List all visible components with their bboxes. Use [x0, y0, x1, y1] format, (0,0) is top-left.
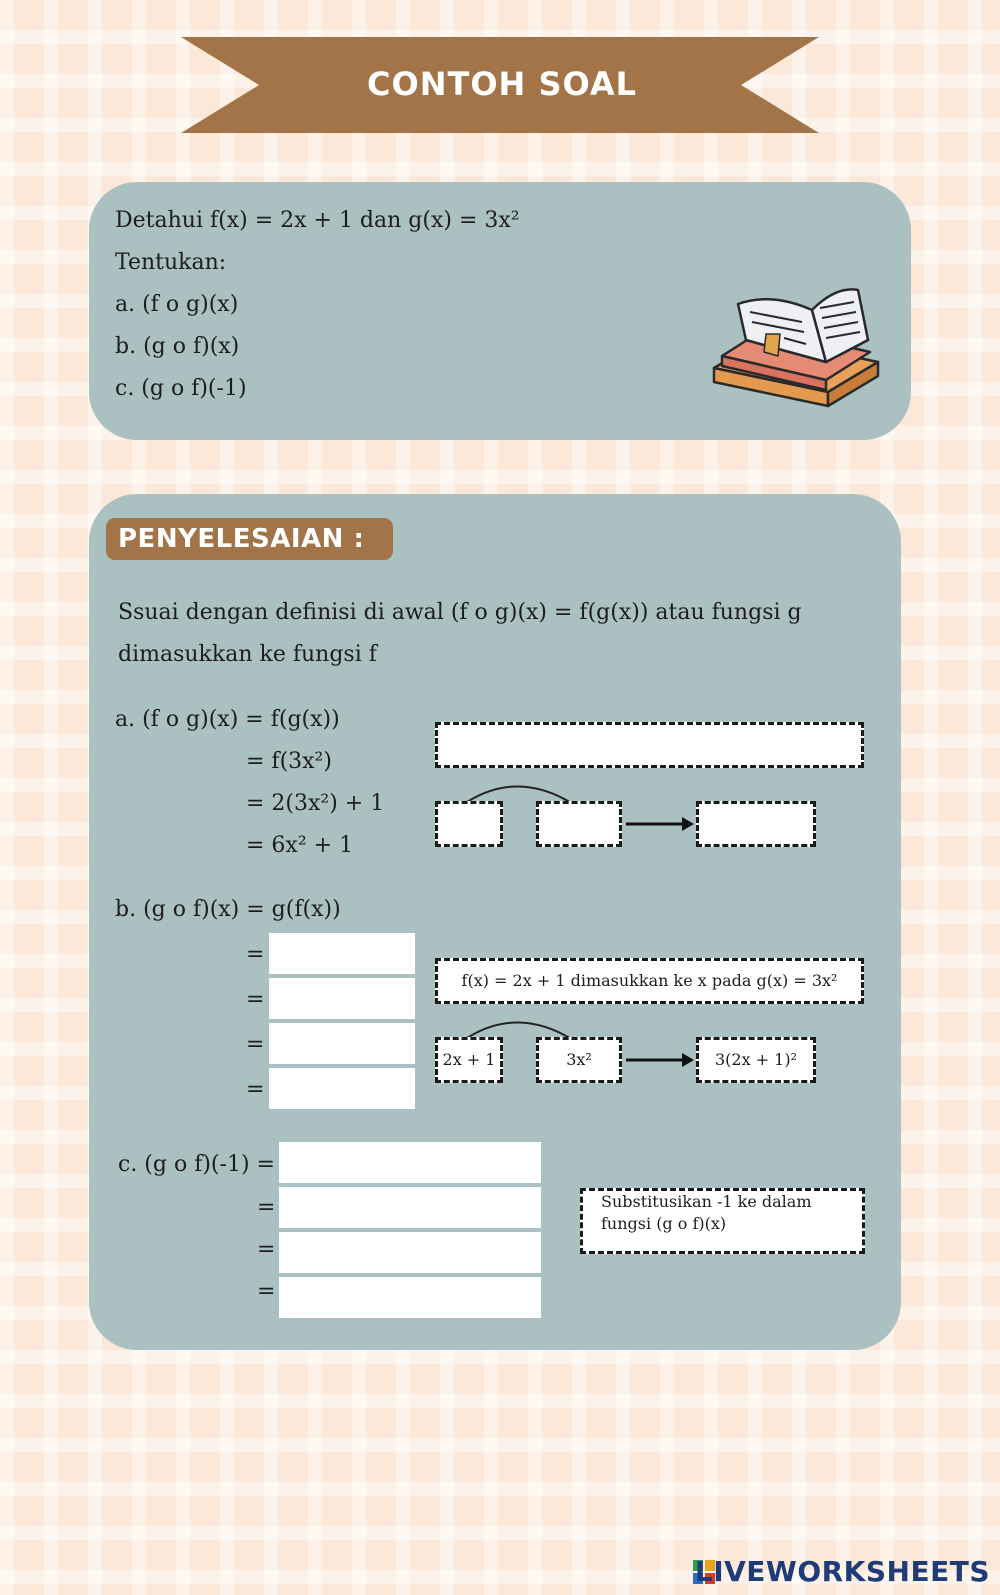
equals-sign: = — [257, 1279, 276, 1304]
arrow-right-icon — [624, 1050, 696, 1070]
equals-sign: = — [257, 1237, 276, 1262]
answer-blank-c4[interactable] — [279, 1277, 541, 1318]
title-banner — [181, 37, 819, 133]
answer-blank-b3[interactable] — [269, 1023, 415, 1064]
part-a-box-left — [435, 801, 503, 847]
part-b-heading: b. (g o f)(x) = g(f(x)) — [115, 897, 341, 922]
page-title: CONTOH SOAL — [367, 65, 637, 103]
problem-item-a: a. (f o g)(x) — [115, 292, 239, 317]
equals-sign: = — [246, 942, 265, 967]
part-b-box-left: 2x + 1 — [435, 1037, 503, 1083]
problem-instruction: Tentukan: — [115, 250, 227, 275]
answer-blank-c2[interactable] — [279, 1187, 541, 1228]
arrow-right-icon — [624, 814, 696, 834]
part-a-step3: = 2(3x²) + 1 — [246, 791, 385, 816]
part-c-hint-box — [580, 1188, 865, 1254]
problem-given: Detahui f(x) = 2x + 1 dan g(x) = 3x² — [115, 208, 520, 233]
equals-sign: = — [246, 1077, 265, 1102]
part-b-box-right: 3(2x + 1)² — [696, 1037, 816, 1083]
part-b-hint-box: f(x) = 2x + 1 dimasukkan ke x pada g(x) = 3x² — [435, 958, 864, 1004]
brand-footer[interactable]: LIVEWORKSHEETS — [694, 1555, 990, 1588]
part-a-step4: = 6x² + 1 — [246, 833, 354, 858]
problem-item-c: c. (g o f)(-1) — [115, 376, 247, 401]
answer-blank-c3[interactable] — [279, 1232, 541, 1273]
answer-blank-b4[interactable] — [269, 1068, 415, 1109]
part-a-hint-box — [435, 722, 864, 768]
equals-sign: = — [246, 1032, 265, 1057]
problem-item-b: b. (g o f)(x) — [115, 334, 240, 359]
solution-intro-line2: dimasukkan ke fungsi f — [118, 642, 377, 667]
part-c-hint-line1: Substitusikan -1 ke dalam — [601, 1192, 812, 1211]
answer-blank-b1[interactable] — [269, 933, 415, 974]
equals-sign: = — [257, 1195, 276, 1220]
solution-intro-line1: Ssuai dengan definisi di awal (f o g)(x) = f(g(x)) atau fungsi g — [118, 600, 802, 625]
equals-sign: = — [246, 987, 265, 1012]
solution-label: PENYELESAIAN : — [106, 518, 393, 560]
answer-blank-b2[interactable] — [269, 978, 415, 1019]
part-a-box-right — [696, 801, 816, 847]
part-a-box-mid — [536, 801, 622, 847]
part-a-step2: = f(3x²) — [246, 749, 332, 774]
part-c-hint-line2: fungsi (g o f)(x) — [601, 1214, 727, 1233]
part-a-step1: a. (f o g)(x) = f(g(x)) — [115, 707, 340, 732]
books-icon — [708, 282, 888, 418]
part-b-box-mid: 3x² — [536, 1037, 622, 1083]
answer-blank-c1[interactable] — [279, 1142, 541, 1183]
part-c-heading: c. (g o f)(-1) = — [118, 1152, 275, 1177]
